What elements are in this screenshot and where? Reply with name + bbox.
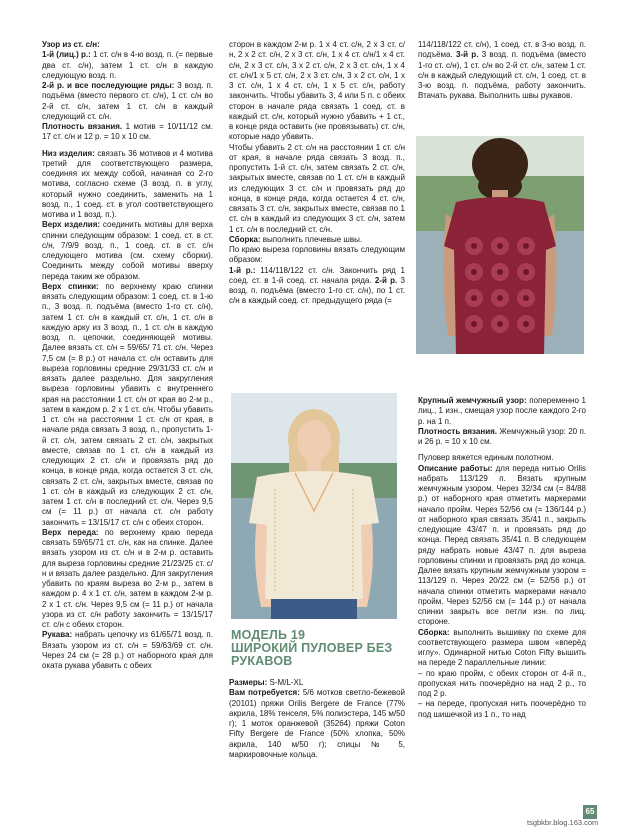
paragraph-text: выполнить вышивку по схеме для соответствующего размера швом «вперёд иглу». Одинарной нитью Coton Fifty вышить на переде 2 параллельные линии:	[418, 627, 586, 668]
model-name: ШИРОКИЙ ПУЛОВЕР БЕЗ РУКАВОВ	[231, 641, 393, 668]
photo-back-illustration	[416, 136, 584, 354]
paragraph	[42, 50, 213, 81]
page-number: 65	[583, 805, 597, 819]
paragraph-text: Чтобы убавить 2 ст. с/н на расстоянии 1 ст. с/н от края, в начале ряда связать 3 возд. п., пропустить 1-й ст. с/н, затем связать 2 ст. с/н, закрытых вместе, связав по 1 ст. с/н в каждый из следующих 3 ст. с/н и провязать ряд до конца, в конце ряда, когда остается 4 ст. с/н, связать 3 ст. с/н, закрытых вместе, связав по 1 ст. с/н в каждый из следующих 3 ст. с/н, затем 1 ст. с/н в последний ст. с/н.	[229, 142, 405, 234]
paragraph	[229, 688, 405, 760]
paragraph	[418, 40, 586, 102]
paragraph-text: 114/118/122 ст. с/н. Закончить ряд 1 соед. ст. в 1-й соед. ст. начала ряда.	[229, 265, 406, 285]
paragraph	[42, 40, 213, 50]
paragraph-text: – на переде, пропуская нить поочерёдно то под шишечкой из 1 п., то над	[418, 699, 586, 719]
paragraph-heading: Низ изделия:	[42, 148, 95, 158]
paragraph-text: соединить мотивы для верха спинки следующим образом: 1 соед. ст. в ст. с/н, 7/9/9 возд. п., 1 соед. ст. в ст. с/н следующего мотива (см. схему сборки). Соединить между собой мотивы вверху переда таким же образом.	[42, 220, 213, 281]
paragraph	[418, 453, 586, 463]
paragraph-text: Пуловер вяжется единым полотном.	[418, 453, 554, 463]
paragraph-heading: 2-й р. и все последующие ряды:	[42, 81, 175, 90]
paragraph	[42, 122, 213, 143]
text-column-2	[229, 40, 405, 307]
paragraph	[418, 628, 586, 669]
photo-back-view-red-top	[416, 136, 584, 354]
paragraph-heading: Верх изделия:	[42, 220, 101, 230]
paragraph-text: 1 ст. с/н в 4-ю возд. п. (= первые два ст. с/н), затем 1 ст. с/н в каждую следующую возд. п.	[42, 50, 213, 80]
paragraph-text: 114/118/122 ст. с/н), 1 соед. ст. в 3-ю возд. п. подъёма.	[418, 40, 586, 60]
paragraph-heading: 3-й р.	[456, 50, 479, 60]
paragraph	[418, 464, 586, 628]
paragraph-heading: 2-й р.	[374, 275, 398, 285]
paragraph-text: по верхнему краю переда связать 59/65/71 ст. с/н, как на спинке. Далее вязать узором из ст. с/н и в 2-м р. оставить для выреза горловины средние 21/23/25 ст. с/н и вязать далее раздельно. Для закругления убавить по краям выреза во 2-м р., затем в каждом р. 4 х 1 ст. с/н, затем в каждом 2-м р. 2 х 1 ст. с/н. Через 9,5 см (= 11 р.) от начала узора из ст. с/н работу закончить = 13/15/17 ст. с/н с обеих сторон.	[42, 527, 213, 629]
paragraph	[418, 699, 586, 720]
paragraph	[42, 220, 213, 282]
paragraph-heading: Рукава:	[42, 630, 73, 640]
paragraph-text: – по краю пройм, с обеих сторон от 4-й п., пропуская нить поочерёдно на над 2 р., то под 2 р.	[418, 668, 586, 698]
paragraph	[229, 40, 405, 143]
paragraph-heading: Сборка:	[229, 234, 261, 244]
paragraph	[229, 235, 405, 245]
paragraph-heading: Крупный жемчужный узор:	[418, 396, 527, 405]
paragraph	[418, 427, 586, 448]
photo-front-illustration	[231, 393, 397, 619]
paragraph-text: связать 36 мотивов и 4 мотива третий для соответствующего размера, соединяя их между собой, начиная со 2-го мотива, согласно схеме (3 возд. п. в углу, который нужно соединить, заменить на 1 возд. п., 1 соед. ст. в угол соответствующего мотива и 1 возд. п.).	[42, 148, 213, 219]
paragraph-text: попеременно 1 лиц., 1 изн., смещая узор после каждого 2-го р. на 1 п.	[418, 396, 586, 426]
text-column-3-bottom	[418, 396, 586, 720]
paragraph	[418, 669, 586, 700]
paragraph-heading: Узор из ст. с/н:	[42, 40, 100, 49]
paragraph	[42, 630, 213, 671]
paragraph-text: 1 мотив = 10/11/12 см. 17 ст. с/н и 12 р. = 10 х 10 см.	[42, 122, 213, 142]
paragraph-text: 3 возд. п. подъёма (вместо первого ст. с/н), 1 ст. с/н во 2-й ст. с/н, затем 1 ст. с/н в каждый следующий ст. с/н.	[42, 81, 213, 121]
paragraph-text: 3 возд. п. подъёма (вместо 1-го ст. с/н), по 1 ст. с/н в каждый соед. ст. предыдущего ряда (=	[229, 275, 405, 306]
paragraph-heading: Сборка:	[418, 627, 450, 637]
paragraph	[42, 81, 213, 122]
paragraph-text: Жемчужный узор: 20 п. и 26 р. = 10 х 10 см.	[418, 426, 586, 446]
paragraph-text: 3 возд. п. подъёма (вместо 1-го ст. с/н), 1 ст. с/н во 2-й ст. с/н, затем 1 ст. с/н в каждый следующий ст. с/н, 1 соед. ст. в 3-ю возд. п. подъёма, работу закончить. Втачать рукава. Выполнить швы рукавов.	[418, 50, 586, 101]
text-column-2-bottom	[229, 678, 405, 760]
paragraph-heading: Верх переда:	[42, 527, 99, 537]
paragraph-heading: Верх спинки:	[42, 281, 99, 291]
paragraph-text: набрать цепочку из 61/65/71 возд. п. Вязать узором из ст. с/н = 59/63/69 ст. с/н. Через 24 см (= 28 р.) от наборного края для оката рукава убавить с обеих	[42, 630, 213, 670]
text-column-3-top	[418, 40, 586, 102]
paragraph	[42, 282, 213, 528]
paragraph-heading: Плотность вязания.	[42, 122, 123, 131]
paragraph	[229, 266, 405, 307]
paragraph-heading: 1-й (лиц.) р.:	[42, 50, 91, 60]
paragraph	[418, 396, 586, 427]
paragraph-text: S-M/L-XL	[267, 678, 304, 687]
paragraph-heading: Размеры:	[229, 678, 268, 687]
paragraph	[229, 678, 405, 688]
photo-front-view-cream-pullover	[231, 393, 397, 619]
paragraph-heading: Вам потребуется:	[229, 688, 300, 698]
paragraph-heading: 1-й р.:	[229, 265, 256, 275]
paragraph-heading: Описание работы:	[418, 463, 493, 473]
paragraph	[229, 245, 405, 266]
model-title	[231, 629, 407, 668]
paragraph	[229, 143, 405, 235]
website-watermark: tsgbkbr.blog.163.com	[527, 818, 599, 827]
paragraph	[42, 528, 213, 631]
paragraph-text: сторон в каждом 2-м р. 1 х 4 ст. с/н, 2 х 3 ст. с/н, 2 х 2 ст. с/н, 2 х 3 ст. с/н, 1 х 4 ст. с/н/1 х 4 ст. с/н, 2 х 3 ст. с/н, 3 х 2 ст. с/н, 2 х 3 ст. с/н, 1 х 4 ст. с/н/1 х 5 ст. с/н, 2 х 3 ст. с/н, 3 х 2 ст. с/н, 1 х 3 ст. с/н, 1 х 4 ст. с/н, 1 х 5 ст. с/н, работу закончить. Чтобы убавить 3, 4 или 5 п. с обеих сторон в начале ряда связать 1 соед. ст. в каждый ст. с/н, который нужно убавить + 1 ст., в конце ряда оставить (не провязывать) ст. с/н, которые надо убавить.	[229, 40, 405, 142]
text-column-1	[42, 40, 213, 671]
paragraph-text: 5/6 мотков светло-бежевой (20101) пряжи Orilis Bergere de France (77% акрила, 18% тенселя, 5% полиэстера, 145 м/50 г); 1 моток оранжевой (35264) пряжи Coton Fifty Bergere de France (50% хлопка, 50% акрила, 140 м/50 г); спицы № 5, маркировочные кольца.	[229, 688, 405, 759]
paragraph-text: по верхнему краю спинки вязать следующим образом: 1 соед. ст. в 1-ю п., 3 возд. п. подъёма (вместо 1-го ст. с/н), затем 1 ст. с/н в каждый ст. с/н, 1 ст. с/н в каждую арку из 3 возд. п., 1 ст. с/н в каждую возд. п. цепочки, соединяющей мотивы. Далее вязать ст. с/н = 59/65/ 71 ст. с/н. Через 7,5 см (= 8 р.) от начала ст. с/н оставить для выреза горловины средние 29/31/33 ст. с/н и вязать далее раздельно. Для закругления выреза горловины убавить с внутреннего края на расстоянии 1 ст. с/н от края во 2-м р., затем в каждом р. 2 х 1 ст. с/н. Чтобы убавить 1 ст. с/н на расстоянии 1 ст. с/н от края, в начале ряда связать 3 возд. п., пропустить 1-й ст. с/н, затем связать 2 ст. с/н, закрытых вместе, связав по 1 ст. с/н в каждый из следующих 2 ст. с/н и провязать ряд до конца, в конце ряда, когда остается 3 ст. с/н, связать 2 ст. с/н, закрытых вместе, связав по 1 ст. с/н в каждый из следующих 2 ст. с/н, затем 1 ст. с/н в последний ст. с/н. Через 9,5 см (= 11 р.) от начала ст. с/н работу закончить = 13/15/17 ст. с/н с обеих сторон.	[42, 281, 213, 527]
paragraph-heading: Плотность вязания.	[418, 426, 498, 436]
paragraph-text: выполнить плечевые швы.	[260, 234, 363, 244]
paragraph	[42, 149, 213, 221]
paragraph-text: для переда нитью Orilis набрать 113/129 п. Вязать крупным жемчужным узором. Через 32/34 см (= 84/88 р.) от наборного края отметить маркерами начало пройм. Через 52/56 см (= 136/144 р.) от наборного края связать 35/41 п., закрыть следующие 43/47 п. и провязать ряд до конца. Перед связать 35/41 п. В следующем ряду набрать новые 43/47 п. для выреза горловины спинки и провязать ряд до конца. Далее вязать крупным жемчужным узором = 113/129 п. Через 20/22 см (= 52/56 р.) от начала спинки отметить маркерами начало пройм. Через 52/56 см (= 144 р.) от начала спинки закрыть все петли изн. по лиц. стороне.	[418, 463, 586, 627]
model-label: МОДЕЛЬ 19	[231, 628, 306, 642]
paragraph-text: По краю выреза горловины вязать следующим образом:	[229, 245, 405, 265]
